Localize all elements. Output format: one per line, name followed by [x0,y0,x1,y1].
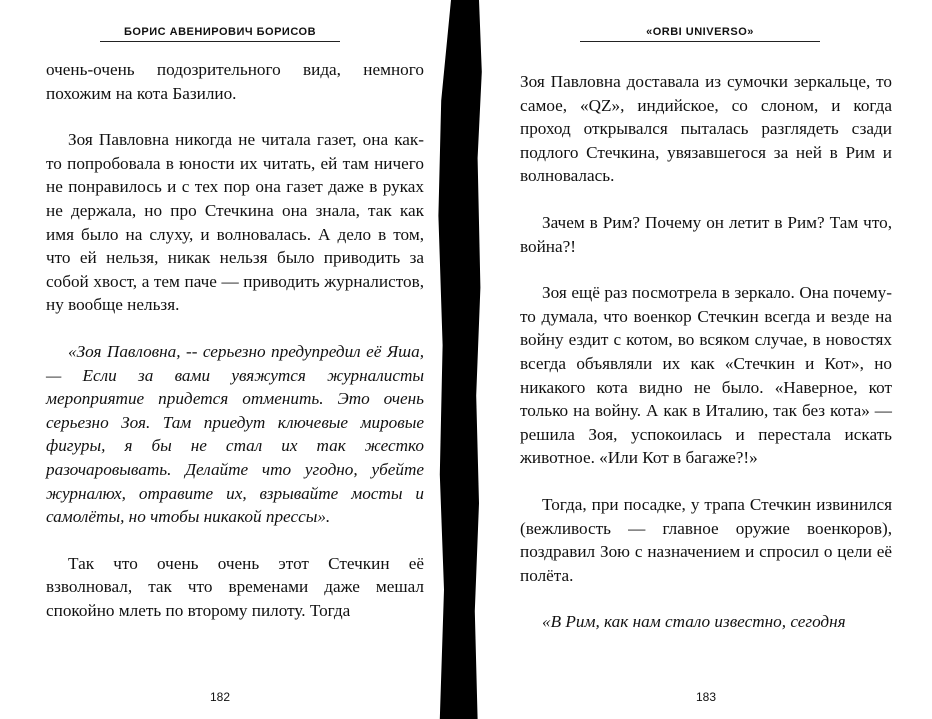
running-head-right-text: «ORBI UNIVERSO» [646,26,754,38]
running-head-left [100,26,340,46]
left-paragraph-4: Так что очень очень этот Стечкин её взволновал, так что временами даже мешал спокойно млеть по второму пилоту. Тогда [46,553,424,620]
page-number-right: 183 [695,690,717,704]
right-paragraph-5: «В Рим, как нам стало известно, сегодня [542,612,846,632]
right-page-text [520,70,892,634]
page-number-left: 182 [209,690,231,704]
left-paragraph-3: «Зоя Павловна, -- серьезно предупредил её Яша, — Если за вами увяжутся журналисты мероприятие придется отменить. Это очень серьезно Зоя. Там приедут ключевые мировые фигуры, я бы не стал их так жестко разочаровывать. Делайте что угодно, убейте журналюх, отравите их, взрывайте мосты и самолёты, но чтобы никакой прессы». [46,341,424,527]
left-paragraph-1: очень-очень подозрительного вида, немного похожим на кота Базилио. [46,60,424,103]
right-paragraph-4: Тогда, при посадке, у трапа Стечкин извинился (вежливость — главное оружие военкоров), поздравил Зою с назначением и спросил о цели её полёта. [520,494,892,585]
left-page [0,0,440,719]
running-head-right [580,26,820,46]
right-paragraph-3: Зоя ещё раз посмотрела в зеркало. Она почему-то думала, что военкор Стечкин всегда и везде на войну ездит с котом, во всяком случае, в новостях всегда объявляли их как «Стечкин и Кот», но никакого кота видно не было. «Наверное, кот только на войну. А как в Италию, так без кота» — решила Зоя, успокоилась и перестала искать животное. «Или Кот в багаже?!» [520,283,892,468]
running-head-right-rule [580,41,820,42]
running-head-left-rule [100,41,340,42]
right-paragraph-2: Зачем в Рим? Почему он летит в Рим? Там что, война?! [520,212,892,256]
left-paragraph-2: Зоя Павловна никогда не читала газет, она как-то попробовала в юности их читать, ей там ничего не понравилось и с тех пор она газет даже в руках не держала, но про Стечкина она знала, так как имя было на слуху, и волновалась. А дело в том, что ей нельзя, никак нельзя было приводить за собой хвост, а тем паче — приводить журналистов, ну вообще нельзя. [46,130,424,315]
left-page-text [46,58,424,622]
right-paragraph-1: Зоя Павловна доставала из сумочки зеркальце, то самое, «QZ», индийское, со слоном, и когда проход открывался пыталась разглядеть сзади подлого Стечкина, увязавшегося за ней в Рим и волновалась. [520,72,892,186]
running-head-left-text: БОРИС АВЕНИРОВИЧ БОРИСОВ [123,26,317,38]
right-page [490,0,932,719]
